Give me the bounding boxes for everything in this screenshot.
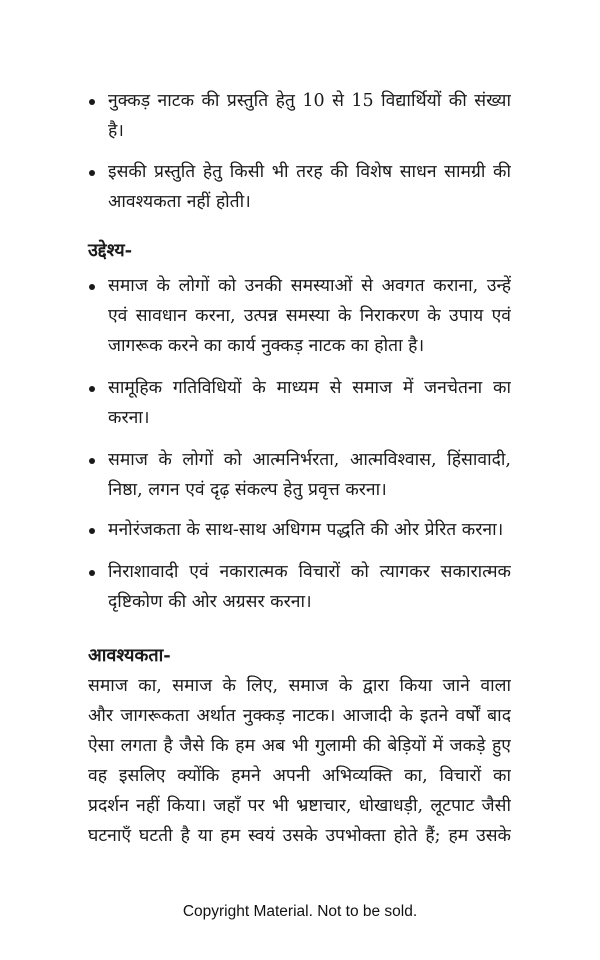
bullet-icon (89, 170, 95, 176)
text-line: और जागरूकता अर्थात नुक्कड़ नाटक। आजादी के इतने वर्षों बाद (88, 706, 511, 726)
text-line: वह इसलिए क्योंकि हमने अपनी अभिव्यक्ति का, विचारों का (88, 766, 511, 786)
text-line: घटनाएँ घटती है या हम स्वयं उसके उपभोक्ता होते हैं; हम उसके (88, 826, 511, 846)
bullet-icon (89, 458, 95, 464)
text-line: एवं सावधान करना, उत्पन्न समस्या के निराकरण के उपाय एवं (108, 306, 511, 326)
text-line: समाज के लोगों को आत्मनिर्भरता, आत्मविश्वास, हिंसावादी, (108, 450, 511, 470)
text-line: जागरूक करने का कार्य नुक्कड़ नाटक का होता है। (108, 336, 425, 356)
objectives-heading: उद्देश्य- (88, 240, 133, 261)
copyright-footer: Copyright Material. Not to be sold. (182, 903, 418, 920)
necessity-heading: आवश्यकता- (88, 645, 171, 666)
bullet-icon (89, 528, 95, 534)
bullet-icon (89, 386, 95, 392)
text-line: निष्ठा, लगन एवं दृढ़ संकल्प हेतु प्रवृत्त करना। (108, 480, 387, 500)
text-line: मनोरंजकता के साथ-साथ अधिगम पद्धति की ओर प्रेरित करना। (108, 520, 504, 540)
bullet-icon (89, 284, 95, 290)
text-line: नुक्कड़ नाटक की प्रस्तुति हेतु 10 से 15 विद्यार्थियों की संख्या (108, 91, 511, 111)
bullet-icon (89, 99, 95, 105)
text-line: दृष्टिकोण की ओर अग्रसर करना। (108, 592, 312, 612)
text-line: समाज का, समाज के लिए, समाज के द्वारा किया जाने वाला (88, 676, 511, 696)
text-line: समाज के लोगों को उनकी समस्याओं से अवगत कराना, उन्हें (108, 276, 511, 296)
text-line: इसकी प्रस्तुति हेतु किसी भी तरह की विशेष साधन सामग्री की (108, 162, 511, 182)
text-line: आवश्यकता नहीं होती। (108, 192, 251, 212)
text-line: ऐसा लगता है जैसे कि हम अब भी गुलामी की बेड़ियों में जकड़े हुए (88, 736, 511, 756)
text-line: निराशावादी एवं नकारात्मक विचारों को त्यागकर सकारात्मक (108, 562, 511, 582)
text-line: सामूहिक गतिविधियों के माध्यम से समाज में जनचेतना का (108, 378, 511, 398)
text-line: करना। (108, 408, 150, 428)
text-line: है। (108, 121, 124, 141)
bullet-icon (89, 570, 95, 576)
text-line: प्रदर्शन नहीं किया। जहाँ पर भी भ्रष्टाचार, धोखाधड़ी, लूटपाट जैसी (88, 796, 511, 816)
